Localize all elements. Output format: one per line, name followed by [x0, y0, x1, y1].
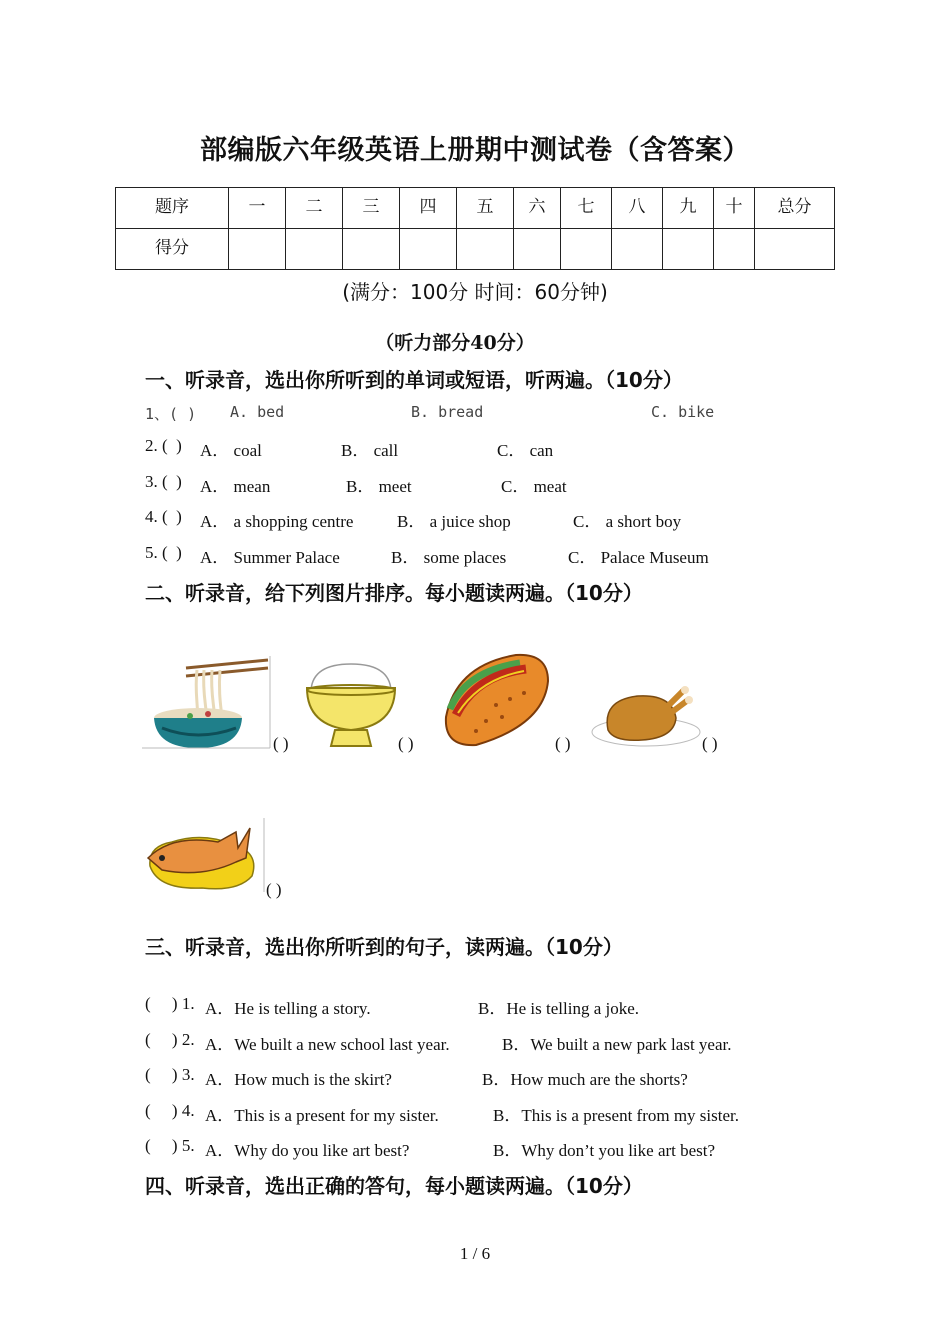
score-input-cell[interactable] — [612, 229, 663, 270]
q3-option-a[interactable]: A． mean — [200, 477, 271, 496]
score-input-cell[interactable] — [229, 229, 286, 270]
table-cell: 总分 — [755, 188, 835, 229]
picture1-blank[interactable]: ( ) — [273, 734, 289, 753]
s3-q1-number: ( ) 1. — [145, 994, 195, 1013]
table-cell: 题序 — [116, 188, 229, 229]
q1-number: 1、( ) — [145, 405, 197, 423]
page-title: 部编版六年级英语上册期中测试卷（含答案） — [200, 135, 750, 166]
s3-q3-option-a[interactable]: A．How much is the skirt? — [205, 1070, 392, 1089]
s3-q5-option-b[interactable]: B．Why don’t you like art best? — [493, 1141, 716, 1160]
table-cell: 得分 — [116, 229, 229, 270]
q3-option-b[interactable]: B． meet — [346, 477, 412, 496]
q2-option-b[interactable]: B． call — [341, 441, 399, 460]
s3-q4-number: ( ) 4. — [145, 1101, 195, 1120]
score-input-cell[interactable] — [663, 229, 714, 270]
table-cell: 二 — [286, 188, 343, 229]
section2-heading: 二、听录音，给下列图片排序。每小题读两遍。（10分） — [145, 581, 643, 605]
q4-number: 4. ( ) — [145, 507, 182, 526]
q2-option-c[interactable]: C． can — [497, 441, 554, 460]
s3-q3-option-b[interactable]: B．How much are the shorts? — [482, 1070, 688, 1089]
hot-dog-image — [436, 645, 554, 751]
picture5-blank[interactable]: ( ) — [266, 880, 282, 899]
table-cell: 一 — [229, 188, 286, 229]
section3-heading: 三、听录音，选出你所听到的句子，读两遍。（10分） — [145, 935, 623, 959]
picture2-blank[interactable]: ( ) — [398, 734, 414, 753]
s3-q4-option-b[interactable]: B．This is a present from my sister. — [493, 1106, 740, 1125]
score-table-header-row — [116, 188, 835, 229]
q5-option-b[interactable]: B． some places — [391, 548, 507, 567]
s3-q2-option-a[interactable]: A．We built a new school last year. — [205, 1035, 450, 1054]
s3-q5-option-a[interactable]: A．Why do you like art best? — [205, 1141, 410, 1160]
fish-image — [142, 818, 266, 894]
table-cell: 三 — [343, 188, 400, 229]
score-table-score-row — [116, 229, 835, 270]
table-cell: 七 — [561, 188, 612, 229]
section1-heading: 一、听录音，选出你所听到的单词或短语，听两遍。（10分） — [145, 368, 683, 392]
q5-option-c[interactable]: C． Palace Museum — [568, 548, 709, 567]
score-input-cell[interactable] — [286, 229, 343, 270]
table-cell: 五 — [457, 188, 514, 229]
rice-bowl-image — [303, 660, 399, 752]
score-input-cell[interactable] — [514, 229, 561, 270]
q3-number: 3. ( ) — [145, 472, 182, 491]
s3-q2-number: ( ) 2. — [145, 1030, 195, 1049]
q4-option-a[interactable]: A． a shopping centre — [200, 512, 354, 531]
score-input-cell[interactable] — [714, 229, 755, 270]
q3-option-c[interactable]: C． meat — [501, 477, 567, 496]
table-cell: 八 — [612, 188, 663, 229]
q5-number: 5. ( ) — [145, 543, 182, 562]
s3-q5-number: ( ) 5. — [145, 1136, 195, 1155]
q4-option-b[interactable]: B． a juice shop — [397, 512, 511, 531]
score-input-cell[interactable] — [457, 229, 514, 270]
q4-option-c[interactable]: C． a short boy — [573, 512, 682, 531]
table-cell: 九 — [663, 188, 714, 229]
s3-q1-option-a[interactable]: A．He is telling a story. — [205, 999, 371, 1018]
q2-number: 2. ( ) — [145, 436, 182, 455]
table-cell: 十 — [714, 188, 755, 229]
s3-q4-option-a[interactable]: A．This is a present for my sister. — [205, 1106, 439, 1125]
score-input-cell[interactable] — [400, 229, 457, 270]
s3-q3-number: ( ) 3. — [145, 1065, 195, 1084]
q1-option-b[interactable]: B. bread — [411, 403, 484, 421]
full-mark-info: (满分：100分 时间：60分钟) — [342, 280, 608, 304]
q2-option-a[interactable]: A． coal — [200, 441, 262, 460]
score-input-cell[interactable] — [343, 229, 400, 270]
roast-chicken-image — [588, 682, 704, 752]
s3-q2-option-b[interactable]: B．We built a new park last year. — [502, 1035, 732, 1054]
q5-option-a[interactable]: A． Summer Palace — [200, 548, 340, 567]
listening-part-label: （听力部分40分） — [375, 332, 535, 354]
s3-q1-option-b[interactable]: B．He is telling a joke. — [478, 999, 640, 1018]
table-cell: 四 — [400, 188, 457, 229]
section4-heading: 四、听录音，选出正确的答句，每小题读两遍。（10分） — [145, 1174, 643, 1198]
picture3-blank[interactable]: ( ) — [555, 734, 571, 753]
score-input-cell[interactable] — [561, 229, 612, 270]
table-cell: 六 — [514, 188, 561, 229]
q1-option-c[interactable]: C. bike — [651, 403, 715, 421]
score-table — [115, 187, 835, 270]
score-input-cell[interactable] — [755, 229, 835, 270]
picture4-blank[interactable]: ( ) — [702, 734, 718, 753]
q1-option-a[interactable]: A. bed — [230, 403, 285, 421]
noodles-image — [142, 656, 272, 750]
page-number: 1 / 6 — [459, 1244, 491, 1263]
